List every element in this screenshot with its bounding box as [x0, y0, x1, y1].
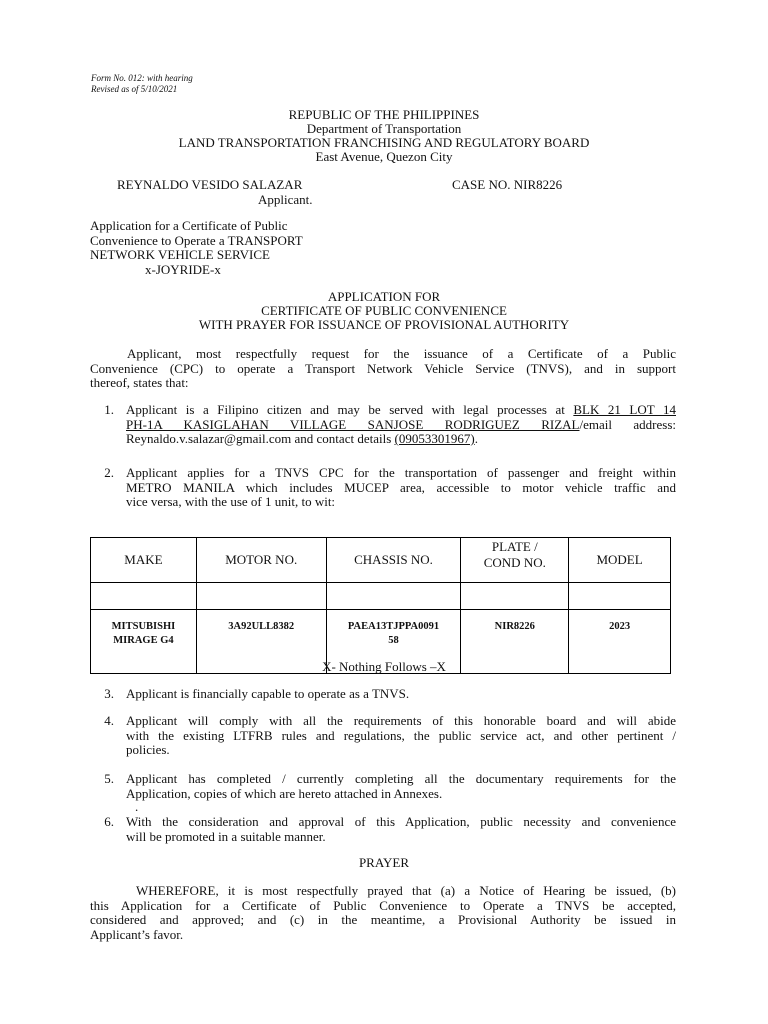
application-description-line: NETWORK VEHICLE SERVICE: [90, 247, 270, 262]
item-5-line: Applicant has completed / currently completing all the documentary requirements for the: [126, 771, 676, 786]
form-number: Form No. 012: with hearing: [91, 73, 193, 83]
joyride-label: x-JOYRIDE-x: [145, 261, 221, 277]
header-plate-cond-no: [461, 538, 569, 583]
intro-line: thereof, states that:: [90, 375, 189, 390]
item-4-text: [126, 714, 676, 758]
prayer-line: Applicant’s favor.: [90, 926, 184, 942]
header-address: East Avenue, Quezon City: [315, 149, 453, 164]
item-1-address: PH-1A KASIGLAHAN VILLAGE SANJOSE RODRIGUEZ RIZAL: [126, 416, 580, 432]
cell-plate-no: NIR8226: [461, 610, 569, 674]
item-1-text: [126, 403, 676, 447]
item-2-line: vice versa, with the use of 1 unit, to wit:: [126, 494, 336, 509]
item-6-line: will be promoted in a suitable manner.: [126, 828, 326, 844]
table-header-row: [91, 538, 671, 583]
intro-line: Convenience (CPC) to operate a Transport Network Vehicle Service (TNVS), and in support: [90, 360, 676, 376]
prayer-line: WHEREFORE, it is most respectfully prayed that (a) a Notice of Hearing be issued, (b): [136, 883, 676, 898]
title-line-2: CERTIFICATE OF PUBLIC CONVENIENCE: [261, 303, 507, 318]
applicant-name: REYNALDO VESIDO SALAZAR: [117, 177, 303, 192]
header-make: MAKE: [91, 538, 197, 583]
item-2-text: [126, 466, 676, 510]
title-line-1: APPLICATION FOR: [327, 289, 441, 304]
item-6-text: [126, 815, 676, 844]
item-5-number: 5.: [104, 771, 114, 786]
header-model: MODEL: [569, 538, 671, 583]
empty-cell: [461, 583, 569, 610]
title-line-3: WITH PRAYER FOR ISSUANCE OF PROVISIONAL AUTHORITY: [198, 317, 570, 332]
item-3-text: Applicant is financially capable to operate as a TNVS.: [126, 686, 410, 701]
item-1-text-start: Applicant is a Filipino citizen and may be served with legal processes at: [126, 402, 565, 417]
empty-cell: [569, 583, 671, 610]
item-4-number: 4.: [104, 713, 114, 728]
make-line: MITSUBISHI: [111, 621, 176, 632]
prayer-line: considered and approved; and (c) in the meantime, a Provisional Authority be issued in: [90, 912, 676, 927]
item-1-number: 1.: [104, 402, 114, 417]
application-description-line: Convenience to Operate a TRANSPORT: [90, 232, 303, 248]
empty-cell: [196, 583, 326, 610]
vehicle-table: [90, 537, 671, 674]
item-3-number: 3.: [104, 686, 114, 701]
form-revised-date: Revised as of 5/10/2021: [91, 84, 178, 94]
header-chassis-no: CHASSIS NO.: [326, 538, 461, 583]
chassis-line: 58: [388, 635, 399, 646]
empty-cell: [91, 583, 197, 610]
header-ltfrb: LAND TRANSPORTATION FRANCHISING AND REGULATORY BOARD: [178, 135, 590, 150]
item-5-dot: .: [135, 799, 139, 814]
empty-cell: [326, 583, 461, 610]
item-1-phone: (09053301967): [394, 431, 475, 446]
item-1-period: .: [474, 431, 478, 446]
intro-paragraph: [90, 347, 676, 391]
application-description: [90, 219, 303, 277]
prayer-paragraph: [90, 884, 676, 942]
item-4-line: with the existing LTFRB rules and regulations, the public service act, and other pertinent /: [126, 727, 676, 743]
item-4-line: Applicant will comply with all the requirements of this honorable board and will abide: [126, 713, 676, 728]
header-plate-line: PLATE /: [491, 539, 538, 554]
item-1-email: Reynaldo.v.salazar@gmail.com and contact details: [126, 431, 392, 446]
item-1-line: [126, 403, 676, 418]
header-motor-no: MOTOR NO.: [196, 538, 326, 583]
item-4-line: policies.: [126, 742, 170, 757]
item-6-line: With the consideration and approval of this Application, public necessity and convenience: [126, 814, 676, 829]
item-2-line: METRO MANILA which includes MUCEP area, accessible to motor vehicle traffic and: [126, 479, 676, 495]
case-number: CASE NO. NIR8226: [452, 177, 563, 192]
header-republic: REPUBLIC OF THE PHILIPPINES: [288, 107, 480, 122]
item-5-line: Application, copies of which are hereto attached in Annexes.: [126, 785, 443, 801]
cell-model: 2023: [569, 610, 671, 674]
chassis-line: PAEA13TJPPA0091: [347, 621, 440, 632]
item-1-line: [126, 432, 676, 447]
intro-line: Applicant, most respectfully request for the issuance of a Certificate of a Public: [127, 346, 676, 361]
item-5-text: [126, 772, 676, 813]
form-number-block: [91, 73, 193, 95]
application-description-line: Application for a Certificate of Public: [90, 218, 288, 233]
prayer-heading: PRAYER: [358, 855, 410, 870]
table-row-empty: [91, 583, 671, 610]
nothing-follows: X- Nothing Follows –X: [322, 659, 446, 674]
applicant-label: Applicant.: [258, 192, 313, 207]
make-line: MIRAGE G4: [113, 635, 174, 646]
header-department: Department of Transportation: [306, 121, 462, 136]
item-1-address-part: BLK 21 LOT 14: [573, 402, 676, 417]
header-cond-line: COND NO.: [483, 555, 546, 570]
item-1-line: [126, 418, 676, 433]
item-6-number: 6.: [104, 814, 114, 829]
item-1-email-label: /email address:: [579, 416, 677, 432]
prayer-line: this Application for a Certificate of Public Convenience to Operate a TNVS be accepted,: [90, 897, 676, 913]
item-2-number: 2.: [104, 465, 114, 480]
item-2-line: Applicant applies for a TNVS CPC for the transportation of passenger and freight within: [126, 465, 676, 480]
cell-motor-no: 3A92ULL8382: [196, 610, 326, 674]
